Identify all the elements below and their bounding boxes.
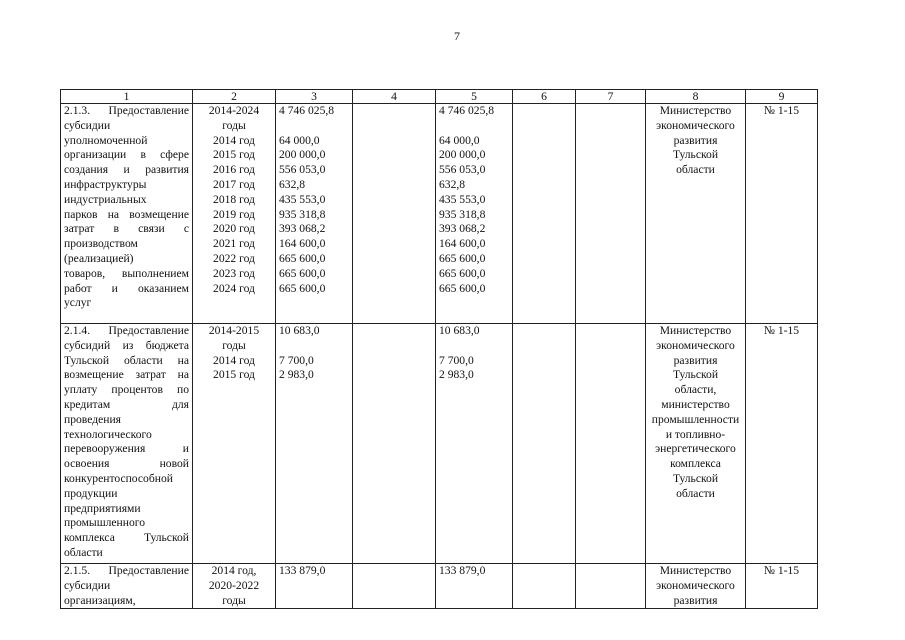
period-cell xyxy=(193,324,276,564)
cell-line: области xyxy=(64,545,103,559)
column-4-cell xyxy=(353,104,436,324)
cell-line: № 1-15 xyxy=(763,324,800,337)
cell-line: Министерство xyxy=(659,104,732,117)
cell-line: и топливно- xyxy=(665,427,726,441)
total-funding-cell xyxy=(276,104,353,324)
cell-line: 2 983,0 xyxy=(439,368,474,382)
cell-line: годы xyxy=(222,118,246,132)
column-7-cell xyxy=(576,564,646,609)
cell-line: 2.1.3. Предоставление xyxy=(64,104,189,117)
cell-line: услуг xyxy=(64,296,92,310)
cell-line: 393 068,2 xyxy=(279,222,326,236)
column-header: 2 xyxy=(193,90,276,104)
cell-line: 2020-2022 xyxy=(208,578,260,592)
cell-line: 133 879,0 xyxy=(279,564,326,577)
cell-line: 4 746 025,8 xyxy=(439,104,495,117)
cell-line: развития xyxy=(673,133,718,147)
cell-line: области, xyxy=(674,383,717,397)
cell-line: 2019 год xyxy=(213,207,255,221)
cell-line: Тульской xyxy=(672,471,719,485)
cell-line: технологического xyxy=(64,427,152,441)
cell-line: уплату процентов по xyxy=(64,383,189,397)
cell-line: 4 746 025,8 xyxy=(279,104,335,117)
column-4-cell xyxy=(353,564,436,609)
cell-line: 2015 год xyxy=(213,368,255,382)
cell-line: 393 068,2 xyxy=(439,222,486,236)
cell-line xyxy=(279,339,349,354)
cell-line: 133 879,0 xyxy=(439,564,486,577)
column-6-cell xyxy=(513,564,576,609)
cell-line: 2018 год xyxy=(213,192,255,206)
cell-line: организации в сфере xyxy=(64,148,189,162)
cell-line: 200 000,0 xyxy=(439,148,486,162)
cell-line xyxy=(439,339,509,354)
cell-line: возмещение затрат на xyxy=(64,368,189,382)
cell-line: 435 553,0 xyxy=(279,192,326,206)
cell-line: продукции xyxy=(64,486,118,500)
cell-line: уполномоченной xyxy=(64,133,148,147)
cell-line: создания и развития xyxy=(64,163,189,177)
cell-line: субсидий из бюджета xyxy=(64,338,189,352)
cell-line: экономического xyxy=(656,118,735,132)
cell-line: 2015 год xyxy=(213,148,255,162)
cell-line: 2014 год xyxy=(213,133,255,147)
cell-line: области xyxy=(676,486,715,500)
cell-line: экономического xyxy=(656,578,735,592)
cell-line: области xyxy=(676,163,715,177)
cell-line: парков на возмещение xyxy=(64,207,189,221)
cell-line: 2014-2024 xyxy=(208,104,260,117)
cell-line: 10 683,0 xyxy=(439,324,480,337)
table-row xyxy=(61,564,818,609)
cell-line: 2024 год xyxy=(213,281,255,295)
cell-line: производством xyxy=(64,237,138,251)
cell-line: Тульской области на xyxy=(64,353,189,367)
cell-line: 2014 год, xyxy=(211,564,257,577)
cell-line: товаров, выполнением xyxy=(64,266,189,280)
total-funding-cell xyxy=(276,324,353,564)
cell-line: Тульской xyxy=(672,148,719,162)
indicator-cell xyxy=(746,104,818,324)
cell-line: № 1-15 xyxy=(763,564,800,577)
cell-line: 64 000,0 xyxy=(279,133,320,147)
cell-line: 665 600,0 xyxy=(439,251,486,265)
cell-line: работ и оказанием xyxy=(64,281,189,295)
cell-line: промышленного xyxy=(64,516,146,530)
cell-line: предприятиями xyxy=(64,501,141,515)
cell-line: 2017 год xyxy=(213,177,255,191)
cell-line: 164 600,0 xyxy=(279,237,326,251)
cell-line: 2 983,0 xyxy=(279,368,314,382)
table-row xyxy=(61,324,818,564)
cell-line: министерство xyxy=(661,397,730,411)
indicator-cell xyxy=(746,324,818,564)
column-number-row xyxy=(61,90,818,104)
cell-line: (реализацией) xyxy=(64,251,134,265)
column-7-cell xyxy=(576,324,646,564)
executor-cell xyxy=(646,104,746,324)
column-header: 6 xyxy=(513,90,576,104)
cell-line: освоения новой xyxy=(64,457,189,471)
cell-line: организациям, xyxy=(64,593,136,607)
cell-line: инфраструктуры xyxy=(64,177,147,191)
cell-line: 935 318,8 xyxy=(279,207,326,221)
program-measures-table xyxy=(60,89,818,609)
measure-name-cell xyxy=(61,104,193,324)
period-cell xyxy=(193,564,276,609)
cell-line: годы xyxy=(222,338,246,352)
cell-line: перевооружения и xyxy=(64,442,189,456)
cell-line: Министерство xyxy=(659,324,732,337)
column-5-cell xyxy=(436,564,513,609)
cell-line: 7 700,0 xyxy=(279,353,314,367)
cell-line: 64 000,0 xyxy=(439,133,480,147)
column-header: 3 xyxy=(276,90,353,104)
cell-line: 7 700,0 xyxy=(439,353,474,367)
cell-line: комплекса Тульской xyxy=(64,531,189,545)
cell-line: 665 600,0 xyxy=(439,281,486,295)
cell-line: 2.1.4. Предоставление xyxy=(64,324,189,337)
cell-line: 2016 год xyxy=(213,163,255,177)
cell-line: 2023 год xyxy=(213,266,255,280)
table-body xyxy=(61,104,818,609)
measure-name-cell xyxy=(61,324,193,564)
cell-line: 2022 год xyxy=(213,251,255,265)
cell-line: 556 053,0 xyxy=(279,163,326,177)
total-funding-cell xyxy=(276,564,353,609)
executor-cell xyxy=(646,324,746,564)
cell-line: промышленности xyxy=(651,412,740,426)
cell-line: 2021 год xyxy=(213,237,255,251)
column-6-cell xyxy=(513,104,576,324)
cell-line: 556 053,0 xyxy=(439,163,486,177)
executor-cell xyxy=(646,564,746,609)
cell-line: Министерство xyxy=(659,564,732,577)
cell-line: 435 553,0 xyxy=(439,192,486,206)
cell-line: 2014 год xyxy=(213,353,255,367)
cell-line: 665 600,0 xyxy=(279,266,326,280)
cell-line: 935 318,8 xyxy=(439,207,486,221)
column-4-cell xyxy=(353,324,436,564)
cell-line: 665 600,0 xyxy=(279,281,326,295)
table-row xyxy=(61,104,818,324)
cell-line: 665 600,0 xyxy=(279,251,326,265)
column-header: 8 xyxy=(646,90,746,104)
cell-line: кредитам для xyxy=(64,397,189,411)
cell-line: конкурентоспособной xyxy=(64,471,173,485)
cell-line: затрат в связи с xyxy=(64,222,189,236)
column-7-cell xyxy=(576,104,646,324)
cell-line: 2020 год xyxy=(213,222,255,236)
cell-line: 632,8 xyxy=(279,177,306,191)
column-5-cell xyxy=(436,104,513,324)
cell-line: № 1-15 xyxy=(763,104,800,117)
cell-line: 164 600,0 xyxy=(439,237,486,251)
cell-line: 632,8 xyxy=(439,177,466,191)
cell-line: развития xyxy=(673,353,718,367)
column-header: 5 xyxy=(436,90,513,104)
measure-name-cell xyxy=(61,564,193,609)
cell-line: 200 000,0 xyxy=(279,148,326,162)
cell-line: годы xyxy=(222,593,246,607)
period-cell xyxy=(193,104,276,324)
cell-line: проведения xyxy=(64,412,121,426)
cell-line: 665 600,0 xyxy=(439,266,486,280)
cell-line: энергетического xyxy=(655,442,736,456)
column-5-cell xyxy=(436,324,513,564)
cell-line xyxy=(279,119,349,134)
page-number: 7 xyxy=(454,29,460,43)
column-6-cell xyxy=(513,324,576,564)
cell-line: экономического xyxy=(656,338,735,352)
cell-line: 2014-2015 xyxy=(208,324,260,337)
column-header: 9 xyxy=(746,90,818,104)
cell-line: 10 683,0 xyxy=(279,324,320,337)
cell-line: субсидии xyxy=(64,578,111,592)
cell-line: 2.1.5. Предоставление xyxy=(64,564,189,577)
cell-line: индустриальных xyxy=(64,192,147,206)
column-header: 4 xyxy=(353,90,436,104)
cell-line: субсидии xyxy=(64,118,111,132)
cell-line: Тульской xyxy=(672,368,719,382)
column-header: 1 xyxy=(61,90,193,104)
cell-line xyxy=(439,119,509,134)
column-header: 7 xyxy=(576,90,646,104)
cell-line: комплекса xyxy=(670,457,721,471)
cell-line: развития xyxy=(673,593,718,607)
indicator-cell xyxy=(746,564,818,609)
